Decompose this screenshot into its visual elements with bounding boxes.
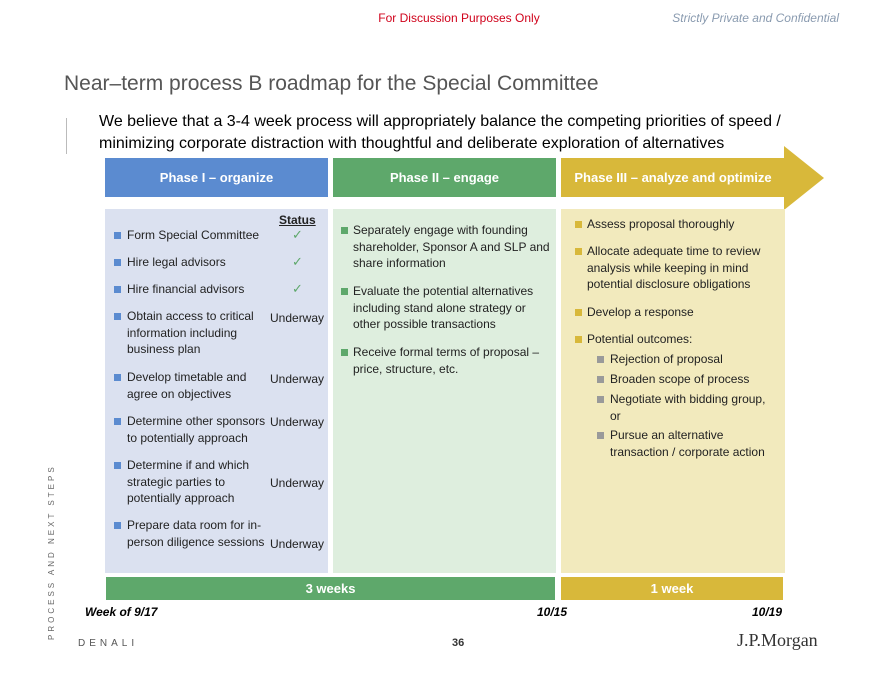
phase-1-item: Determine other sponsors to potentially approach <box>127 414 266 445</box>
timeline-mid: 10/15 <box>537 605 568 619</box>
phase-3-item: Assess proposal thoroughly <box>587 217 735 231</box>
duration-bar-phase-3 <box>561 577 783 600</box>
duration-label: 3 weeks <box>305 581 356 596</box>
phase-1-item: Prepare data room for in-person diligence sessions <box>127 518 265 549</box>
phase-3-item: Potential outcomes: <box>587 332 693 346</box>
phase-1-label: Phase I – organize <box>159 170 274 185</box>
phase-1-item: Determine if and which strategic parties to potentially approach <box>127 458 250 505</box>
bullet-icon <box>114 462 121 469</box>
timeline-end: 10/19 <box>752 605 783 619</box>
timeline-start: Week of 9/17 <box>85 605 158 619</box>
bullet-icon <box>575 248 582 255</box>
check-icon: ✓ <box>292 281 303 296</box>
bullet-icon <box>114 286 121 293</box>
sub-bullet-icon <box>597 432 604 439</box>
bullet-icon <box>114 374 121 381</box>
phase-2-item: Separately engage with founding shareholder, Sponsor A and SLP and share information <box>353 223 550 270</box>
section-side-label: PROCESS AND NEXT STEPS <box>47 464 56 640</box>
sub-bullet-icon <box>597 356 604 363</box>
phase-1-item: Develop timetable and agree on objectives <box>127 370 247 401</box>
duration-bar-phase-1-2 <box>106 577 555 600</box>
bullet-icon <box>114 259 121 266</box>
page-number: 36 <box>452 637 465 649</box>
status-value: Underway <box>270 311 325 325</box>
bullet-icon <box>341 288 348 295</box>
bullet-icon <box>575 309 582 316</box>
status-header: Status <box>279 213 316 227</box>
phase-2-item: Receive formal terms of proposal – price, structure, etc. <box>353 345 540 376</box>
phase-3-item: Allocate adequate time to review analysis while keeping in mind potential disclosure obligations <box>587 244 761 291</box>
phase-3-item: Develop a response <box>587 305 694 319</box>
phase-3-header <box>561 158 785 197</box>
phase-1-item: Form Special Committee <box>127 228 260 242</box>
status-value: Underway <box>270 372 325 386</box>
bullet-icon <box>341 227 348 234</box>
phase-2-item: Evaluate the potential alternatives including stand alone strategy or other possible transactions <box>353 284 534 331</box>
duration-label: 1 week <box>650 581 694 596</box>
discussion-label: For Discussion Purposes Only <box>378 11 540 25</box>
phase-1-item: Hire legal advisors <box>127 255 226 269</box>
outcome-item: Negotiate with bidding group, or <box>610 392 766 423</box>
jpmorgan-logo: J.P.Morgan <box>737 630 818 650</box>
bullet-icon <box>575 221 582 228</box>
arrow-head-icon <box>784 146 824 210</box>
page-title: Near–term process B roadmap for the Special Committee <box>64 72 599 95</box>
bullet-icon <box>114 232 121 239</box>
status-value: Underway <box>270 476 325 490</box>
page-subtitle: We believe that a 3-4 week process will appropriately balance the competing priorities of speed / minimizing corporate distraction with thoughtful and deliberate exploration of alternatives <box>99 113 781 152</box>
check-icon: ✓ <box>292 254 303 269</box>
bullet-icon <box>114 522 121 529</box>
bullet-icon <box>114 313 121 320</box>
check-icon: ✓ <box>292 227 303 242</box>
phase-2-header <box>333 158 556 197</box>
phase-1-header <box>105 158 328 197</box>
phase-1-item: Hire financial advisors <box>127 282 245 296</box>
status-value: Underway <box>270 415 325 429</box>
phase-3-label: Phase III – analyze and optimize <box>574 170 772 185</box>
outcome-item: Pursue an alternative transaction / corporate action <box>610 428 765 459</box>
outcome-item: Broaden scope of process <box>610 372 750 386</box>
bullet-icon <box>341 349 348 356</box>
bullet-icon <box>575 336 582 343</box>
sub-bullet-icon <box>597 396 604 403</box>
phase-2-label: Phase II – engage <box>389 170 500 185</box>
phase-1-item: Obtain access to critical information including business plan <box>127 309 254 356</box>
outcome-item: Rejection of proposal <box>610 352 723 366</box>
company-name: DENALI <box>78 638 139 649</box>
subtitle-divider <box>66 118 67 154</box>
status-value: Underway <box>270 537 325 551</box>
bullet-icon <box>114 418 121 425</box>
confidential-label: Strictly Private and Confidential <box>672 11 839 25</box>
sub-bullet-icon <box>597 376 604 383</box>
